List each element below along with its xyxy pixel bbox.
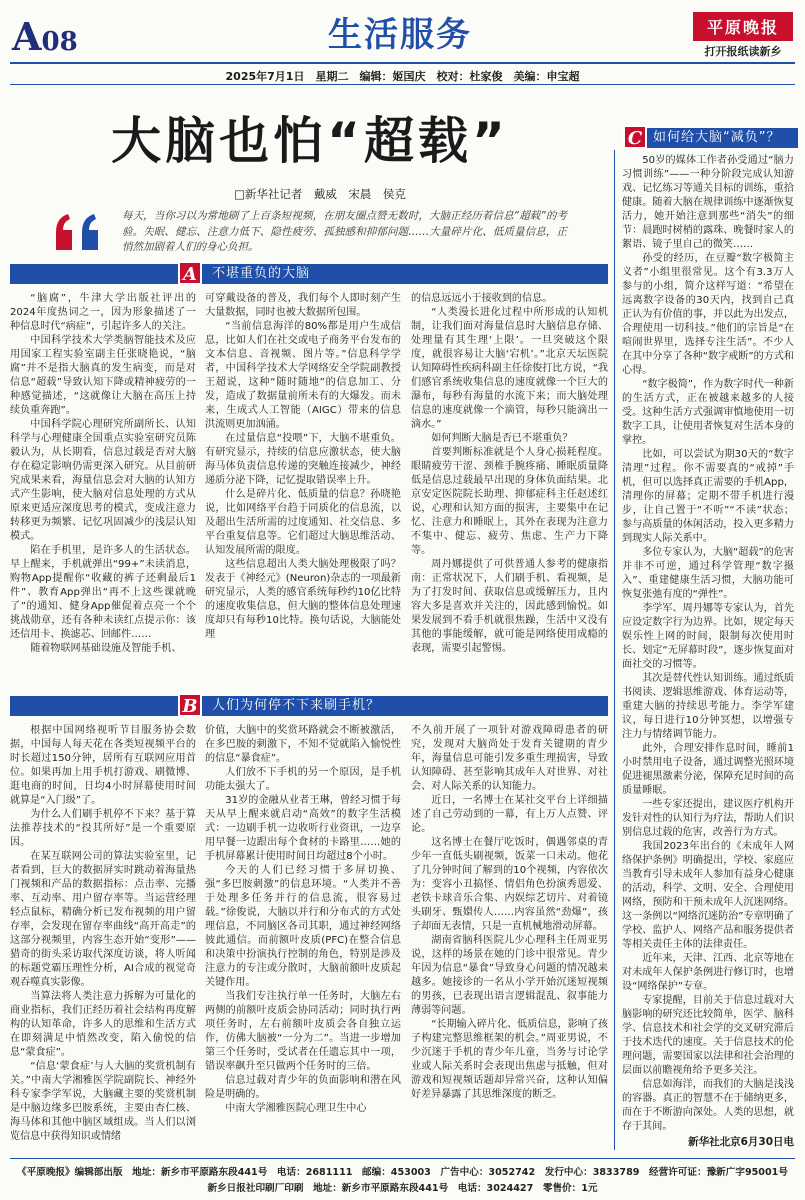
paragraph: 今天的人们已经习惯于多屏切换、强“多巴胺刺激”的信息环境。“人类并不善于处理多任务并行的信息流，很容易过载。”徐俊说，大脑以并行和分布式的方式处理信息，不同脑区各司其职，通过神经网络彼此通信。而前额叶皮质(PFC)在整合信息和决策中扮演执行控制的角色，特别是涉及注意力的专注或分散时，大脑前额叶皮质起关键作用。 [205,865,401,988]
section-title: 生活服务 [328,15,472,55]
paragraph: 我国2023年出台的《未成年人网络保护条例》明确提出，学校、家庭应当教育引导未成年人参加有益身心健康的活动，科学、文明、安全、合理使用网络，预防和干预未成年人沉迷网络。这一条例以“网络沉迷防治”专章明确了学校、监护人、网络产品和服务提供者等相关责任主体的法律责任。 [622,841,794,950]
paragraph: 不久前开展了一项针对游戏障碍患者的研究，发现对大脑尚处于发育关键期的青少年，海量信息可能引发多重生理损害，导致认知障碍、甚至影响其成年人对世界、对社会、对人际关系的认知能力。 [411,725,608,792]
section-a-col2 [205,292,401,642]
paragraph: 陷在手机里，是许多人的生活状态。早上醒来，手机就弹出“99+”未读消息，购物App提醒你“收藏的裤子还剩最后1件”、教育App弹出“再不上这些课就晚了”的通知、健身App催促着点亮一个个挑战勋章，还有各种未读红点提示你：该还信用卡、换滤芯、回邮件…… [10,545,196,640]
section-b-header [10,696,608,716]
footer-rule [10,1158,795,1159]
paragraph: 这些信息超出人类大脑处理极限了吗？发表于《神经元》(Neuron)杂志的一项最新研究显示，人类的感官系统每秒约10亿比特的速度收集信息，但大脑的整体信息处理速度却只有每秒10比特。换句话说，大脑能处理 [205,559,401,640]
paragraph: 可穿戴设备的普及，我们每个人即时刻产生大量数据，同时也被大数据所包围。 [205,293,401,318]
paragraph: 根据中国网络视听节目服务协会数据，中国每人每天花在各类短视频平台的时长超过150分钟，居所有互联网应用首位。如果再加上用手机打游戏、刷微博、逛电商的时间，日均4小时屏幕使用时间就算是“入门级”了。 [10,725,196,806]
paragraph: “人类漫长进化过程中所形成的认知机制，让我们面对海量信息时大脑信息存储、处理量有其生理‘上限’。一旦突破这个限度，就很容易让大脑‘宕机’。”北京天坛医院认知障碍性疾病科副主任徐俊打比方说，“我们感官系统收集信息的速度就像一个巨大的瀑布，每秒有海量的水流下来；而大脑处理信息的速度就像一个滴管，每秒只能滴出一滴水。” [411,307,609,430]
section-c-letter: C [623,125,647,149]
paragraph: “数字极简”，作为数字时代一种新的生活方式，正在被越来越多的人接受。这种生活方式强调审慎地使用一切数字工具，让使用者恢复对生活本身的掌控。 [622,379,794,446]
paragraph: 当我们专注执行单一任务时，大脑左右两侧的前额叶皮质会协同活动；同时执行两项任务时，左右前额叶皮质会各自独立运作，仿佛大脑被“一分为二”。当进一步增加第三个任务时，受试者在任遗忘其中一项，错误率飙升至只做两个任务时的三倍。 [205,991,401,1072]
paragraph: 31岁的金融从业者王琳，曾经习惯于每天从早上醒来就启动“高效”的数字生活模式：一边刷手机一边收听行业资讯，一边享用早餐一边跟出每个食材的卡路里……她的手机屏幕累计使用时间日均超过8个小时。 [205,795,401,862]
paragraph: 多位专家认为，大脑“超载”的危害并非不可逆，通过科学管理“数字摄入”、重建健康生活习惯，大脑功能可恢复张弛有度的“弹性”。 [622,547,794,600]
paragraph: 的信息远远小于接收到的信息。 [411,293,553,304]
section-c-header [623,128,798,148]
paragraph: 在某互联网公司的算法实验室里，记者看到，巨大的数据屏实时跳动着海量热门视频和产品的数据指标：点击率、完播率、互动率、用户留存率等。当运营经理轻点鼠标，精确分析已发布视频的用户留存率，会发现在留存率曲线“高开高走”的这部分视频里，内容生态开始“变形”——猎奇的街头采访取代深度访谈，将人听闻的标题党霸压理性分析，AI合成的视觉奇观吞噬真实影像。 [10,851,196,988]
paragraph: 近年来，天津、江西、北京等地在对未成年人保护条例进行修订时，也增设“网络保护”专章。 [622,953,794,992]
section-a-title: 不堪重负的大脑 [212,266,311,281]
header-rule-thin [10,84,795,85]
page-number [12,14,78,59]
paragraph: 中南大学湘雅医院心理卫生中心 [225,1103,367,1114]
paragraph: 信息如海洋，而我们的大脑是浅浅的容器。真正的智慧不在于储纳更多，而在于不断游向深处。人类的思想，就存于其间。 [622,1079,794,1132]
section-b-col3 [411,724,608,1102]
paragraph: 为什么人们刷手机停不下来？基于算法推荐技术的“投其所好”是一个重要原因。 [10,809,196,848]
paragraph: 在过量信息“投喂”下，大脑不堪重负。有研究显示，持续的信息应激状态，使大脑海马体负责信息传递的突触连接减少，神经递质分泌下降，记忆提取错误率上升。 [205,433,401,486]
paragraph: 此外，合理安排作息时间，睡前1小时禁用电子设备，通过调整光照环境促进褪黑激素分泌，保障充足时间的高质量睡眠。 [622,743,794,796]
paragraph: 专家提醒，目前关于信息过载对大脑影响的研究还比较简单，医学、脑科学、信息技术和社会学的交叉研究滞后于技术迭代的速度。关于信息技术的伦理问题，需要国家以法律和社会治理的层面以前瞻视角给予更多关注。 [622,995,794,1076]
page-digits: 08 [41,27,78,57]
paragraph: 中国科学技术大学类脑智能技术及应用国家工程实验室副主任张晓艳说，“脑腐”并不是指大脑真的发生病变，而是对信息“超载”导致认知下降或精神疲劳的一种感觉描述，“这就像让大脑在高压上持续负重奔跑”。 [10,335,196,416]
brand-slogan: 打开报纸读新乡 [704,45,782,58]
page-letter: A [12,14,42,59]
brand-block [693,12,793,59]
headline: 大脑也怕“超载” [111,112,509,170]
dateline-signoff: 新华社北京6月30日电 [688,1136,794,1148]
paragraph: 价值，大脑中的奖赏环路就会不断被激活，在多巴胺的刺激下，不知不觉就陷入愉悦性的信息“暴食症”。 [205,725,401,764]
section-a-header [10,264,608,284]
paragraph: 近日，一名博士在某社交平台上详细描述了自己劳动到的一幕，有上万人点赞、评论。 [411,795,608,834]
quote-mark-icon [52,212,107,252]
section-c-title: 如何给大脑“减负”？ [653,130,781,145]
section-b-col1 [10,724,196,1144]
paragraph: 周丹娜提供了可供普通人参考的健康指南：正常状况下，人们刷手机、看视频，是为了打发时间、获取信息或缓解压力，且内容大多是喜欢并关注的，因此感到愉悦。如果发展到不看手机就很焦躁，生活中又没有其他的事能缓解，就可能是网络使用成瘾的表现，需要引起警惕。 [411,559,608,654]
section-a-col1 [10,292,196,656]
column-divider [614,150,615,1150]
paragraph: “脑腐”，牛津大学出版社评出的2024年度热词之一，因为形象描述了一种信息时代“病症”，引起许多人的关注。 [10,293,196,332]
section-b-letter: B [178,693,202,717]
paragraph: 什么是碎片化、低质量的信息？孙晓艳说，比如网络平台趋于同质化的信息流，以及超出生活所需的过度通知、社交信息、多平台重复信息等。它们超过大脑思维活动、认知发展所需的限度。 [205,489,401,556]
paragraph: 当算法将人类注意力拆解为可量化的商业指标，我们正经历着社会结构再度解构的认知革命，许多人的思维和生活方式在即刻满足中悄然改变，陷入偷悦的信息“蒙食症”。 [10,991,196,1058]
paragraph: 一些专家还提出，建议医疗机构开发针对性的认知行为疗法，帮助人们识别信息过载的危害，改善行为方式。 [622,799,794,838]
section-a-col3 [411,292,608,656]
header-rule [10,62,795,64]
footer-line-1: 《平原晚报》编辑部出版 地址：新乡市平原路东段441号 电话：2681111 邮编：453003 广告中心：3052742 发行中心：3833789 经营许可证：豫新广字95001号 [17,1167,788,1178]
paragraph: 如何判断大脑是否已不堪重负？ [431,433,573,444]
footer-line-2: 新乡日报社印刷厂印刷 地址：新乡市平原路东段441号 电话：3024427 零售价：1元 [207,1183,598,1194]
intro-paragraph: 每天，当你习以为常地刷了上百条短视频，在朋友圈点赞无数时，大脑正经历着信息“超载”的考验。失眠、健忘、注意力低下、隐性疲劳、孤独感和抑郁问题……大量碎片化、低质量信息，正悄然加剧着人们的身心负担。 [122,210,567,253]
paragraph: “长期输入碎片化、低质信息，影响了孩子构建完整思维框架的机会。”周亚男说，不少沉迷于手机的青少年儿童，当务与讨论学业或人际关系时会表现出焦虑与抵触，但对游戏和短视频话题却异常兴奋，这种认知偏好差异暴露了其思维深度的断乏。 [411,1019,609,1100]
paragraph: 随着物联网基础设施及智能手机、 [30,643,182,654]
section-c-col [622,154,794,1134]
paragraph: 50岁的媒体工作者孙受通过“脑力习惯训练”——一种分阶段完成认知游戏、记忆练习等通关目标的训练，重拾健康。随着大脑在规律训练中逐渐恢复活力，她开始注意到那些“消失”的细节：晨跑时树梢的露珠、晚餐时家人的絮语、镜子里自己的微笑…… [622,155,794,250]
section-b-title: 人们为何停不下来刷手机？ [212,698,381,713]
paragraph: 这名博士在餐厅吃饭时，偶遇邻桌的青少年一直低头刷视频，饭菜一口未动。他花了几分钟时间了解到的10个视频，内容依次为：变容小丑搞怪、情侣角色扮演秀恩爱、老铁卡球音乐合集、内娱综艺切片、对着镜头刷牙、甄嬛传人……内容虽然“劲爆”，孩子却面无表情，只是一直机械地滑动屏幕。 [411,837,608,932]
brand-logo: 平原晚报 [693,12,793,41]
paragraph: 人们放不下手机的另一个原因，是手机功能太强大了。 [205,767,401,792]
paragraph: 李学军、周丹娜等专家认为，首先应设定数字行为边界。比如，规定每天娱乐性上网的时间，限制每次使用时长、划定“无屏幕时段”，逐步恢复面对面社交的习惯等。 [622,603,794,670]
paragraph: 湖南省脑科医院儿少心理科主任周亚男说，这样的场景在她的门诊中很常见。青少年因为信息“暴食”导致身心问题的情况越来越多。她接诊的一名从小学开始沉迷短视频的男孩，已表现出语言逻辑混乱、叙事能力薄弱等问题。 [411,935,608,1016]
paragraph: 其次是替代性认知训练。通过纸质书阅读、逻辑思维游戏、体育运动等，重建大脑的持续思考能力。李学军建议，每日进行10分钟冥想，以增强专注力与情绪调节能力。 [622,673,794,740]
paragraph: “信息‘蒙食症’与人大脑的奖赏机制有关。”中南大学湘雅医学院副院长、神经外科专家李学军说，大脑藏主要的奖赏机制是中脑边缘多巴胺系统，主要由杏仁核、海马体和其他中脑区域组成。当人们以浏览信息中获得知识或情绪 [10,1061,196,1142]
paragraph: 首要判断标准就是个人身心损耗程度。眼睛疲劳干涩、颈椎手腕疼痛、睡眠质量降低是信息过载最早出现的身体负面结果。北京安定医院院长助理、抑郁症科主任赵述红说，心理和认知方面的损害，主要集中在记忆、注意力和睡眠上，其外在表现为注意力不集中、健忘、疲劳、焦虑、生产力下降等。 [411,447,608,556]
dateline: 2025年7月1日 星期二 编辑：姬国庆 校对：杜家俊 美编：申宝超 [225,70,580,83]
paragraph: 比如，可以尝试为期30天的“数字清理”过程。你不需要真的“戒掉”手机，但可以选择真正需要的手机App，清理你的屏幕；定期不带手机进行漫步，让自己置于“不听”“不读”状态；参与高质量的休闲活动，投入更多精力到现实人际关系中。 [622,449,794,544]
paragraph: “当前信息海洋的80%都是用户生成信息，比如人们在社交或电子商务平台发布的文本信息、音视频、图片等。”信息科学学者，中国科学技术大学网络安全学院副教授王超说，这种“随时随地”的信息加工、分发，造成了数据量前所未有的大爆发。而未来，生成式人工智能（AIGC）带来的信息洪流则更加汹涌。 [205,321,401,430]
paragraph: 信息过载对青少年的负面影响和潜在风险是明确的。 [205,1075,401,1100]
paragraph: 中国科学院心理研究所副所长、认知科学与心理健康全国重点实验室研究员陈毅认为，从长期看，信息过载是否对大脑存在稳定影响仍需更深入研究。从目前研究成果来看，海量信息会对大脑的认知方式产生影响，使大脑对信息处理的方式从原来更适应深度思考的模式，变成注意力转移更为频繁、记忆巩固减少的浅层认知模式。 [10,419,196,542]
section-a-letter: A [178,261,202,285]
paragraph: 孙受的经历，在豆瓣“数字极简主义者”小组里很常见。这个有3.3万人参与的小组，简介这样写道：“希望在远离数字设备的30天内，找到自己真正认为有价值的事，并以此为出发点，合理使用一切科技。”他们的宗旨是“在喧闹世界里，选择专注生活”。不少人在其中分享了各种“数字戒断”的方式和心得。 [622,253,794,376]
section-b-col2 [205,724,401,1116]
byline: □新华社记者 戴威 宋晨 侯克 [234,187,406,201]
